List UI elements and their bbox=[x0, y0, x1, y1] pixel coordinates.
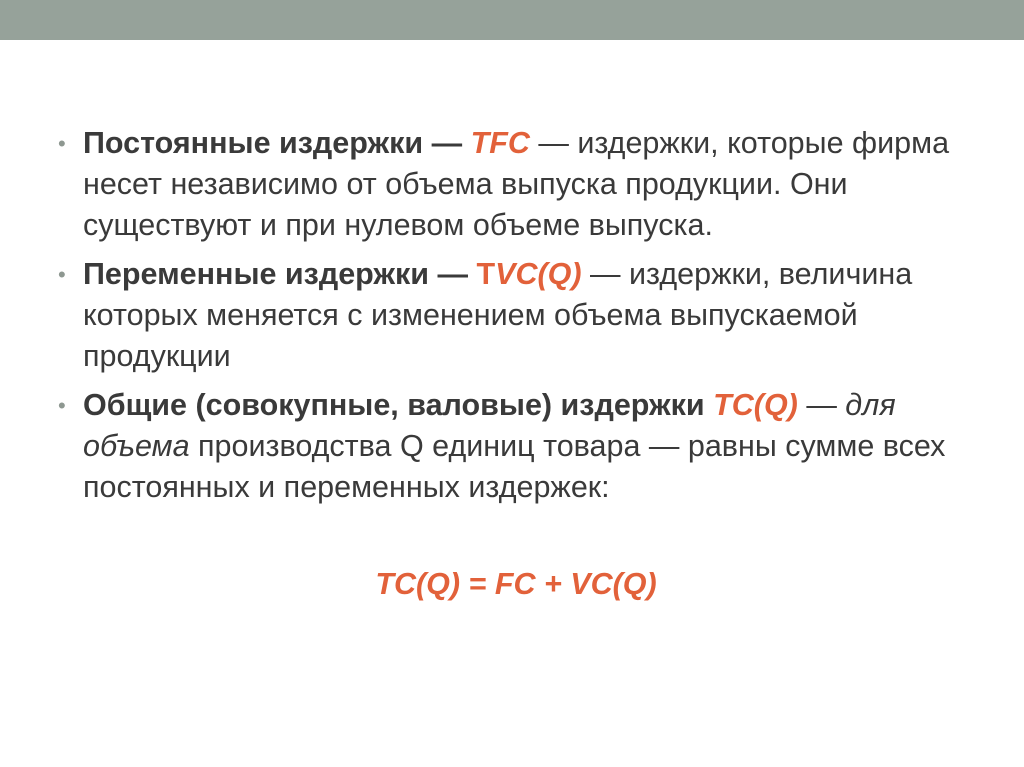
dash: — bbox=[429, 257, 477, 291]
abbr-tcq: TC(Q) bbox=[713, 388, 798, 422]
term-variable-costs: Переменные издержки bbox=[83, 257, 430, 291]
definition-total-costs: производства Q единиц товара — равны сумме всех постоянных и переменных издержек: bbox=[83, 429, 946, 504]
bullet-total-costs bbox=[58, 385, 958, 508]
term-fixed-costs: Постоянные издержки bbox=[83, 126, 424, 160]
dash: — bbox=[797, 388, 846, 422]
bullet-marker: • bbox=[58, 131, 66, 156]
dash: — bbox=[581, 257, 629, 291]
abbr-tfc: TFC bbox=[470, 126, 530, 160]
definition-variable-costs: издержки, величина которых меняется с изменением объема выпускаемой продукции bbox=[83, 257, 913, 373]
bullet-marker: • bbox=[58, 393, 66, 418]
slide-content bbox=[58, 123, 958, 516]
bullet-fixed-costs bbox=[58, 123, 958, 246]
abbr-vcq: VC(Q) bbox=[495, 257, 582, 291]
abbr-t: T bbox=[476, 257, 496, 291]
space bbox=[705, 388, 713, 422]
bullet-variable-costs bbox=[58, 254, 958, 377]
italic-phrase: для объема bbox=[83, 388, 896, 463]
bullet-marker: • bbox=[58, 262, 66, 287]
dash: — bbox=[529, 126, 578, 160]
dash: — bbox=[423, 126, 471, 160]
definition-fixed-costs: издержки, которые фирма несет независимо от объема выпуска продукции. Они существуют и при нулевом объеме выпуска. bbox=[83, 126, 950, 242]
term-total-costs: Общие (совокупные, валовые) издержки bbox=[83, 388, 705, 422]
formula-total-costs: TC(Q) = FC + VC(Q) bbox=[375, 567, 657, 601]
slide-top-bar bbox=[0, 0, 1024, 40]
